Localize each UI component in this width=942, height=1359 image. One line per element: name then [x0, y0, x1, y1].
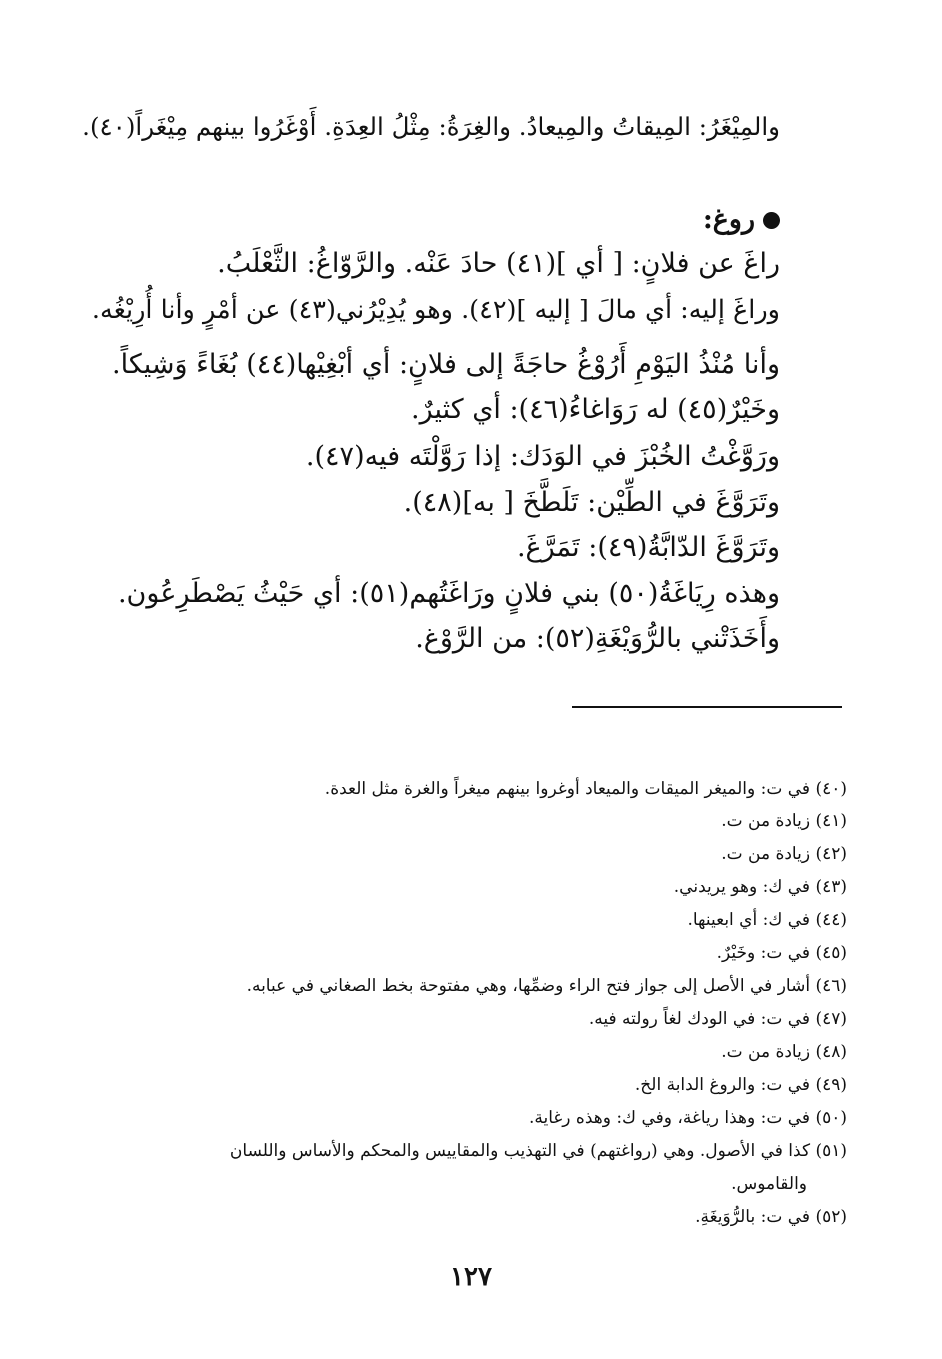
- footnote-52: (٥٢) في ت: بالرُّوَيغَةِ.: [695, 1207, 847, 1227]
- footnote-51-continuation: والقاموس.: [731, 1174, 807, 1194]
- entry-line-8: وهذه رِيَاغَةُ(٥٠) بني فلانٍ ورَاغَتُهم(٥١): أي حَيْثُ يَصْطَرِعُون.: [117, 578, 780, 609]
- footnote-46: (٤٦) أشار في الأصل إلى جواز فتح الراء وضمِّها، وهي مفتوحة بخط الصغاني في عبابه.: [246, 976, 847, 996]
- footnote-42: (٤٢) زيادة من ت.: [721, 844, 847, 864]
- footnote-51: (٥١) كذا في الأصول. وهي (رواغتهم) في التهذيب والمقاييس والمحكم والأساس واللسان: [229, 1141, 847, 1161]
- entry-line-5: ورَوَّغْتُ الخُبْزَ في الوَدَك: إذا رَوَّلْتَه فيه(٤٧).: [305, 441, 780, 472]
- entry-line-2: وراغَ إليه: أي مالَ [ إليه ](٤٢). وهو يُدِيْرُني(٤٣) عن أمْرٍ وأنا أُرِيْغُه.: [91, 295, 780, 325]
- entry-heading: روغ:: [702, 204, 755, 235]
- footnote-47: (٤٧) في ت: في الودك لغاً رولته فيه.: [588, 1009, 847, 1029]
- top-line: والمِيْغَرُ: المِيقاتُ والمِيعادُ. والغِرَةُ: مِثْلُ العِدَةِ. أَوْغَرُوا بينهم مِيْغَراً(٤٠).: [82, 112, 780, 141]
- entry-heading-row: [80, 200, 780, 240]
- footnote-44: (٤٤) في ك: أي ابعينها.: [687, 910, 847, 930]
- entry-line-6: وتَرَوَّغَ في الطِّيْن: تَلَطَّخَ [ به](٤٨).: [403, 487, 780, 518]
- footnote-40: (٤٠) في ت: والميغر الميقات والميعاد أوغروا بينهم ميغراً والغرة مثل العدة.: [324, 779, 847, 799]
- entry-line-1: راغَ عن فلانٍ: [ أي ](٤١) حادَ عَنْه. والرَّوّاغُ: الثَّعْلَبُ.: [217, 248, 780, 279]
- entry-line-7: وتَرَوَّغَ الدّابَّةُ(٤٩): تَمَرَّغَ.: [516, 532, 780, 563]
- entry-line-4: وخَيْرٌ(٤٥) له رَوَاغاءُ(٤٦): أي كثيرٌ.: [411, 394, 780, 425]
- entry-line-9: وأَخَذَتْني بالرُّوَيْغَةِ(٥٢): من الرَّوْغ.: [415, 623, 780, 654]
- entry-line-3: وأنا مُنْذُ اليَوْمِ أَرُوْغُ حاجَةً إلى فلانٍ: أي أبْغِيْها(٤٤) بُغَاءً وَشِيكاً.: [112, 349, 780, 380]
- bullet-icon: [763, 212, 780, 229]
- footnote-48: (٤٨) زيادة من ت.: [721, 1042, 847, 1062]
- footnote-separator: [572, 706, 842, 708]
- footnote-49: (٤٩) في ت: والروغ الدابة الخ.: [634, 1075, 847, 1095]
- page-number: ١٢٧: [450, 1262, 492, 1292]
- footnote-41: (٤١) زيادة من ت.: [721, 811, 847, 831]
- footnote-45: (٤٥) في ت: وخَيْرٌ.: [716, 943, 847, 963]
- footnote-43: (٤٣) في ك: وهو يريدني.: [673, 877, 847, 897]
- footnote-50: (٥٠) في ت: وهذا رياغة، وفي ك: وهذه رغاية.: [528, 1108, 847, 1128]
